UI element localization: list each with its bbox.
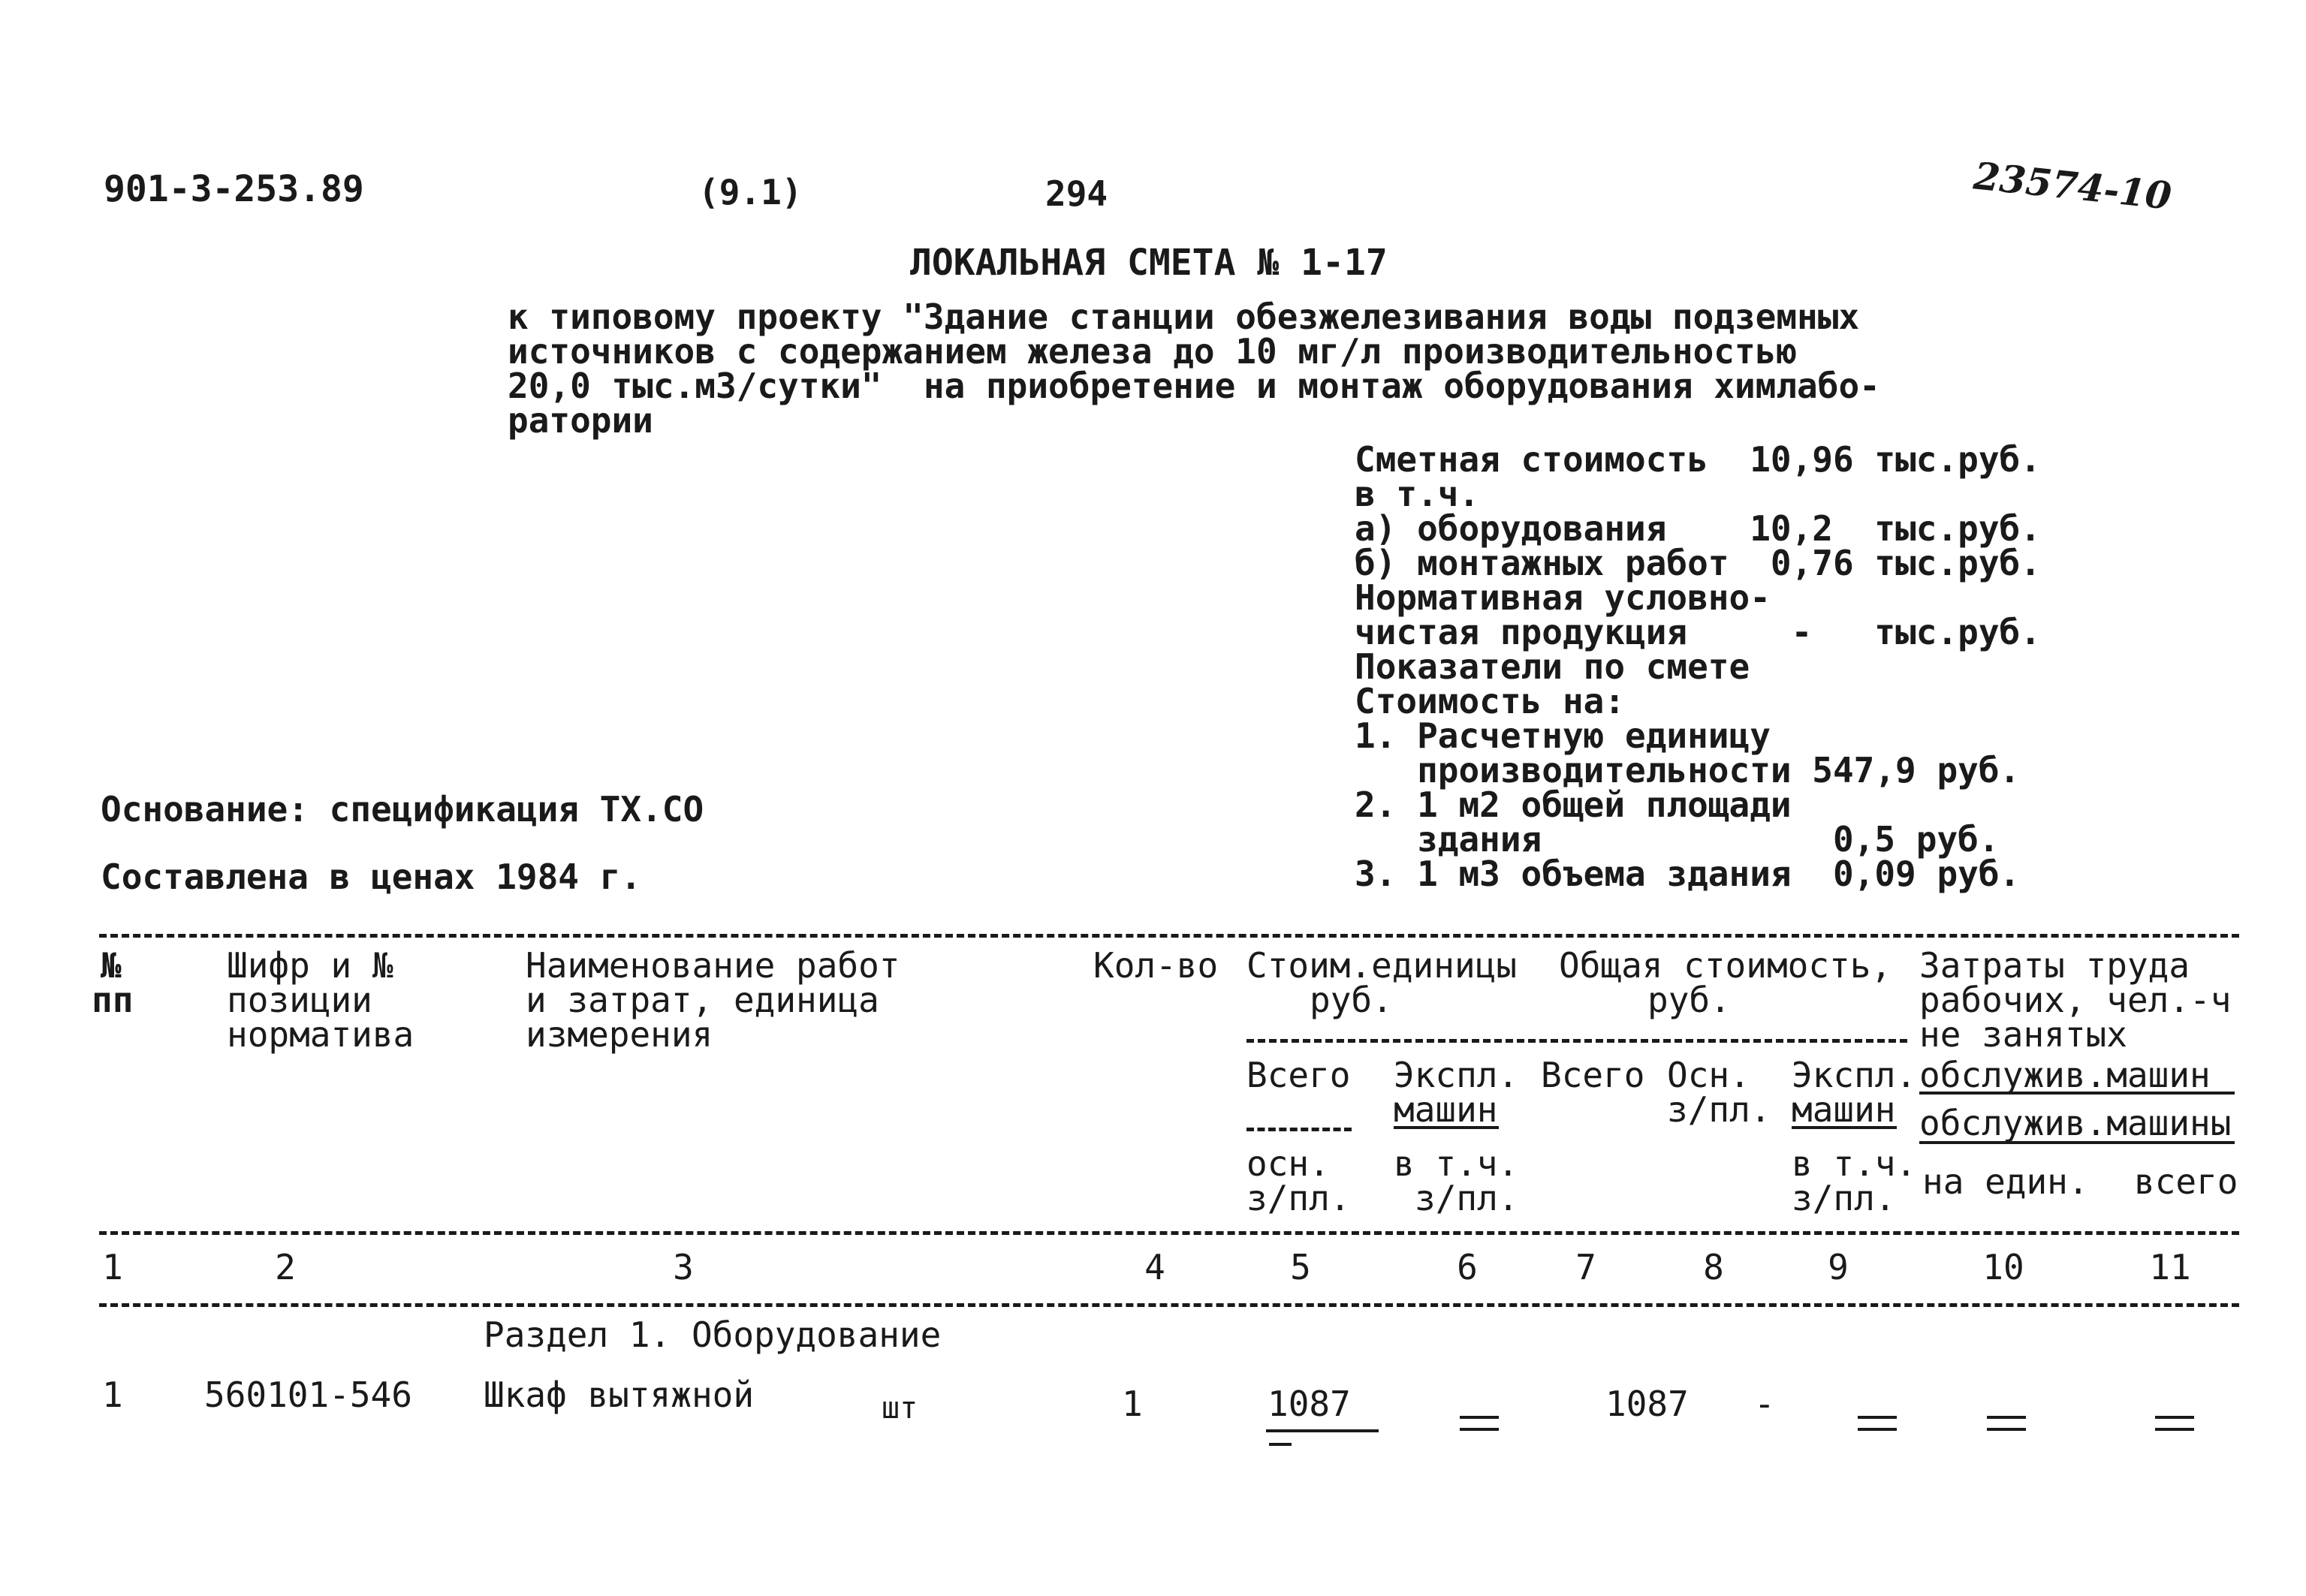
header-labor: рабочих, чел.-ч bbox=[1919, 980, 2232, 1020]
header-total-cost: Общая стоимость, bbox=[1559, 945, 1892, 986]
row-osn-zpl: - bbox=[1754, 1384, 1775, 1424]
column-number: 11 bbox=[2149, 1247, 2191, 1287]
cost-line: б) монтажных работ 0,76 тыс.руб. bbox=[1355, 543, 2041, 583]
header-name: измерения bbox=[526, 1014, 713, 1055]
header-osn-zpl: з/пл. bbox=[1246, 1178, 1351, 1218]
nil-mark bbox=[1858, 1416, 1897, 1432]
column-number: 4 bbox=[1144, 1247, 1165, 1287]
column-number: 1 bbox=[102, 1247, 123, 1287]
row-unit: шт bbox=[882, 1391, 918, 1426]
header-code: Шифр и № bbox=[227, 945, 393, 986]
column-number: 9 bbox=[1828, 1247, 1849, 1287]
page-number: 294 bbox=[1045, 173, 1108, 214]
header-labor-per-unit: на един. bbox=[1922, 1161, 2089, 1202]
header-total-exp: Экспл. bbox=[1792, 1055, 1917, 1095]
nil-mark bbox=[2155, 1416, 2194, 1432]
column-number: 6 bbox=[1457, 1247, 1478, 1287]
header-incl-zpl: з/пл. bbox=[1792, 1178, 1896, 1218]
row-name: Шкаф вытяжной bbox=[484, 1375, 755, 1415]
header-underline bbox=[1919, 1141, 2235, 1144]
header-code: норматива bbox=[227, 1014, 414, 1055]
page-title: ЛОКАЛЬНАЯ СМЕТА № 1-17 bbox=[910, 242, 1388, 284]
cost-line: Показатели по смете bbox=[1355, 646, 1750, 687]
row-qty: 1 bbox=[1122, 1384, 1143, 1424]
header-unit-total: Всего bbox=[1246, 1055, 1351, 1095]
header-total-osn: з/пл. bbox=[1667, 1089, 1771, 1130]
header-total-osn: Осн. bbox=[1667, 1055, 1750, 1095]
header-labor: Затраты труда bbox=[1919, 945, 2190, 986]
header-underline bbox=[1792, 1126, 1897, 1129]
header-labor-sub: обслужив.машин bbox=[1919, 1055, 2211, 1095]
header-unit-cost: Стоим.единицы bbox=[1246, 945, 1518, 986]
header-total-all: Всего bbox=[1541, 1055, 1645, 1095]
header-incl-zpl: в т.ч. bbox=[1394, 1143, 1519, 1184]
column-number: 8 bbox=[1703, 1247, 1724, 1287]
row-unit-cost: 1087 bbox=[1268, 1384, 1351, 1424]
column-number: 5 bbox=[1290, 1247, 1311, 1287]
header-labor-sub: обслужив.машины bbox=[1919, 1103, 2232, 1143]
value-underline bbox=[1269, 1443, 1292, 1446]
table-header-bottom-rule bbox=[99, 1231, 2239, 1235]
cost-line: 3. 1 м3 объема здания 0,09 руб. bbox=[1355, 854, 2021, 894]
header-sub-rule bbox=[1246, 1039, 1907, 1043]
nil-mark bbox=[1987, 1416, 2026, 1432]
cost-line: в т.ч. bbox=[1355, 474, 1480, 514]
header-qty: Кол-во bbox=[1093, 945, 1219, 986]
header-underline bbox=[1919, 1092, 2235, 1095]
header-labor-total: всего bbox=[2134, 1161, 2238, 1202]
header-underline bbox=[1394, 1126, 1499, 1129]
column-number: 10 bbox=[1982, 1247, 2024, 1287]
header-num-sub: пп bbox=[92, 980, 134, 1020]
column-number: 3 bbox=[673, 1247, 694, 1287]
cost-line: чистая продукция - тыс.руб. bbox=[1355, 612, 2041, 652]
subtitle-line: ратории bbox=[508, 400, 653, 441]
header-name: Наименование работ bbox=[526, 945, 900, 986]
cost-line: Нормативная условно- bbox=[1355, 577, 1771, 618]
table-top-rule bbox=[99, 934, 2239, 938]
cost-line: здания 0,5 руб. bbox=[1355, 819, 2000, 860]
cost-line: производительности 547,9 руб. bbox=[1355, 750, 2021, 790]
subtitle-line: 20,0 тыс.м3/сутки" на приобретение и монтаж оборудования химлабо- bbox=[508, 366, 1880, 406]
header-osn-zpl: осн. bbox=[1246, 1143, 1330, 1184]
header-unit-cost: руб. bbox=[1310, 980, 1393, 1020]
header-code: позиции bbox=[227, 980, 372, 1020]
cost-line: Стоимость на: bbox=[1355, 681, 1626, 721]
value-underline bbox=[1266, 1429, 1379, 1432]
header-name: и затрат, единица bbox=[526, 980, 879, 1020]
header-labor: не занятых bbox=[1919, 1014, 2127, 1055]
cost-line: Сметная стоимость 10,96 тыс.руб. bbox=[1355, 439, 2041, 480]
column-number-bottom-rule bbox=[99, 1303, 2239, 1307]
basis-text: Основание: спецификация ТХ.СО bbox=[101, 789, 704, 830]
header-total-exp: машин bbox=[1792, 1089, 1896, 1130]
subtitle-line: источников с содержанием железа до 10 мг/л производительностью bbox=[508, 331, 1798, 372]
cost-line: а) оборудования 10,2 тыс.руб. bbox=[1355, 508, 2041, 549]
column-number: 2 bbox=[275, 1247, 296, 1287]
header-unit-exp: машин bbox=[1394, 1089, 1498, 1130]
column-number: 7 bbox=[1575, 1247, 1596, 1287]
header-total-cost: руб. bbox=[1647, 980, 1731, 1020]
header-incl-zpl: в т.ч. bbox=[1792, 1143, 1917, 1184]
prices-text: Составлена в ценах 1984 г. bbox=[101, 857, 642, 897]
row-code: 560101-546 bbox=[204, 1375, 412, 1415]
cost-line: 1. Расчетную единицу bbox=[1355, 715, 1771, 756]
header-sub-rule-2 bbox=[1246, 1128, 1352, 1131]
volume-number: (9.1) bbox=[698, 172, 803, 212]
header-num: № bbox=[101, 945, 122, 986]
header-unit-exp: Экспл. bbox=[1394, 1055, 1519, 1095]
row-total-cost: 1087 bbox=[1605, 1384, 1689, 1424]
header-incl-zpl: з/пл. bbox=[1415, 1178, 1519, 1218]
section-title: Раздел 1. Оборудование bbox=[484, 1314, 942, 1355]
cost-line: 2. 1 м2 общей площади bbox=[1355, 784, 1792, 825]
row-number: 1 bbox=[102, 1375, 123, 1415]
handwritten-number: 23574-10 bbox=[1971, 153, 2174, 218]
doc-code: 901-3-253.89 bbox=[104, 168, 364, 210]
subtitle-line: к типовому проекту "Здание станции обезжелезивания воды подземных bbox=[508, 297, 1860, 337]
nil-mark bbox=[1460, 1416, 1499, 1432]
